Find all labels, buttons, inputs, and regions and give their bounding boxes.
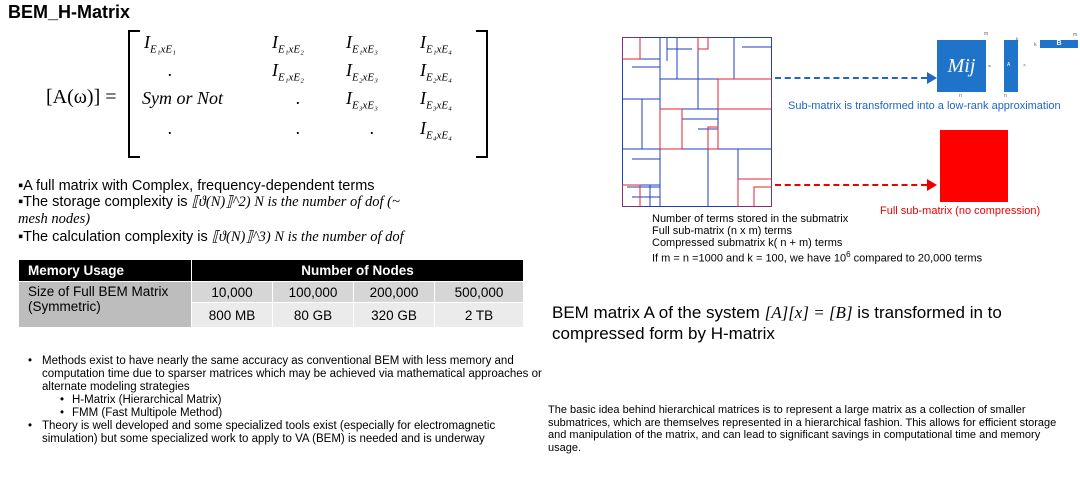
n-label-a: n [1004,93,1007,99]
matrix-a-label: A [1007,62,1011,68]
bem-math: [A][x] = [B] [764,303,853,322]
list-item: • Methods exist to have nearly the same accuracy as conventional BEM with less memory and computation time due to sparser matrices which may be achieved via mathematical approaches or alternate modeling strategies [28,355,542,393]
matrix-cell-subscript: E₂xE₄ [426,71,452,84]
terms-line-2: Full sub-matrix (n x m) terms [652,225,792,237]
matrix-cell-symbol: . [168,118,173,138]
list-item-text: Theory is well developed and some specialized tools exist (especially for electromagnetic simulation) but some specialized work to apply to VA (BEM) is needed and is underway [42,420,496,445]
matrix-cell [346,60,378,84]
arrowhead-blue [927,72,937,84]
terms-line-1: Number of terms stored in the submatrix [652,213,849,225]
full-submatrix-block [940,130,1008,202]
matrix-cell [420,32,452,56]
caption-low-rank: Sub-matrix is transformed into a low-rank approximation [788,100,1061,112]
bem-post: is transformed in to compressed form by H-matrix [552,303,1002,343]
matrix-cell [296,88,301,109]
equation-lhs: [A(ω)] = [46,86,117,108]
matrix-cell [168,60,173,81]
matrix-cell-symbol: I [346,32,352,52]
bullet-calc-text: ▪The calculation complexity is [18,229,212,245]
table-cell: 2 TB [435,303,524,328]
terms-line-4sup: 6 [846,250,851,259]
matrix-bracket-right [476,30,488,158]
caption-full: Full sub-matrix (no compression) [880,205,1041,217]
matrix-cell-symbol: . [370,118,375,138]
matrix-cell [420,60,452,84]
methods-list [28,355,553,446]
arrowhead-red [927,179,937,191]
table-cell: 100,000 [273,282,354,303]
m-label-b: m [1073,32,1078,38]
memory-usage-table [18,259,524,328]
matrix-cell-subscript: E₃xE₄ [426,99,452,112]
bullet-storage-text: ▪The storage complexity is [18,194,192,210]
m-label: m [984,31,989,37]
matrix-cell [272,32,304,56]
bullet-storage-cont: mesh nodes) [18,211,91,227]
matrix-cell-symbol: I [272,32,278,52]
matrix-cell-symbol: I [144,32,150,52]
matrix-cell-subscript: E₁xE₂ [278,71,304,84]
matrix-cell-symbol: I [272,60,278,80]
table-cell: 10,000 [192,282,273,303]
arrow-full [775,184,927,186]
arrow-low-rank [775,77,927,79]
bullet-calc-math: ⟦ϑ(N)⟧^3) N is the number of dof [211,229,404,245]
matrix-cell-subscript: E₂xE₃ [352,71,378,84]
table-row-label: Size of Full BEM Matrix (Symmetric) [19,282,192,328]
table-cell: 320 GB [354,303,435,328]
terms-line-4 [652,249,982,265]
terms-notes [652,213,982,265]
matrix-cell [142,88,223,109]
list-subitem-text: H-Matrix (Hierarchical Matrix) [72,394,222,406]
list-item-text: Methods exist to have nearly the same accuracy as conventional BEM with less memory and computation time due to sparser matrices which may be achieved via mathematical approaches or alternate modeling strategies [42,355,542,393]
matrix-cell-symbol: . [296,88,301,108]
matrix-cell-symbol: . [168,60,173,80]
matrix-cell [346,88,378,112]
bullet-full-matrix: ▪A full matrix with Complex, frequency-dependent terms [18,178,375,194]
matrix-bracket-left [128,30,140,158]
table-cell: 200,000 [354,282,435,303]
matrix-cell-symbol: Sym or Not [142,88,223,108]
table-header-memory: Memory Usage [19,260,192,282]
matrix-cell-subscript: E₁xE₄ [426,43,452,56]
matrix-a-block [1004,40,1018,92]
matrix [128,30,488,156]
table-header-nodes: Number of Nodes [192,260,524,282]
table-cell: 800 MB [192,303,273,328]
bullet-calculation [18,229,404,245]
bem-statement [552,302,1062,344]
matrix-cell [420,88,452,112]
matrix-cell [420,118,452,142]
matrix-cell-subscript: E₁xE₃ [352,43,378,56]
equals-sign: = [988,64,991,70]
mij-label: Mij [947,54,976,77]
bullet-storage-math: ⟦ϑ(N)⟧^2) N is the number of dof (~ [191,194,400,210]
grid-blue-blocks [622,37,772,207]
matrix-cell-symbol: I [346,88,352,108]
matrix-cell-subscript: E₁xE₁ [150,43,176,56]
matrix-cell-symbol: I [420,118,426,138]
matrix-b-block [1040,40,1078,48]
matrix-cell [144,32,176,56]
list-subitem: • H-Matrix (Hierarchical Matrix) [60,394,222,406]
matrix-cell [272,60,304,84]
list-item: • Theory is well developed and some specialized tools exist (especially for electromagnetic simulation) but some specialized work to apply to VA (BEM) is needed and is underway [28,420,496,445]
matrix-cell-symbol: . [296,118,301,138]
matrix-cell-symbol: I [346,60,352,80]
basic-idea-paragraph: The basic idea behind hierarchical matrices is to represent a large matrix as a collection of smaller submatrices, which are themselves represented in a hierarchical fashion. This allows for efficient storage and manipulation of the matrix, and can lead to significant savings in computational time and memory usage. [548,404,1057,454]
matrix-cell-subscript: E₃xE₃ [352,99,378,112]
matrix-b-label: B [1056,40,1062,47]
terms-line-3: Compressed submatrix k( n + m) terms [652,237,843,249]
matrix-cell [370,118,375,139]
mij-block [937,40,986,92]
terms-line-4b: compared to 20,000 terms [850,252,983,265]
matrix-cell-symbol: I [420,32,426,52]
matrix-cell-symbol: I [420,88,426,108]
matrix-cell-subscript: E₄xE₄ [426,129,452,142]
matrix-cell-subscript: E₁xE₂ [278,43,304,56]
page-title: BEM_H-Matrix [8,2,131,22]
bullet-storage [18,194,400,210]
list-subitem-text: FMM (Fast Multipole Method) [72,407,223,419]
matrix-cell [296,118,301,139]
table-cell: 500,000 [435,282,524,303]
list-subitem: • FMM (Fast Multipole Method) [60,407,223,419]
matrix-cell [168,118,173,139]
times-sign: × [1023,63,1026,69]
bem-pre: BEM matrix A of the system [552,303,765,322]
k-label-b: k [1034,42,1037,48]
matrix-cell [346,32,378,56]
n-label: n [959,93,962,99]
hierarchical-matrix-diagram [622,37,772,207]
terms-line-4a: If m = n =1000 and k = 100, we have 10 [652,252,847,265]
table-cell: 80 GB [273,303,354,328]
matrix-cell-symbol: I [420,60,426,80]
k-label: k [1016,37,1019,43]
grid-border [623,38,772,207]
grid-red-blocks [622,37,772,207]
